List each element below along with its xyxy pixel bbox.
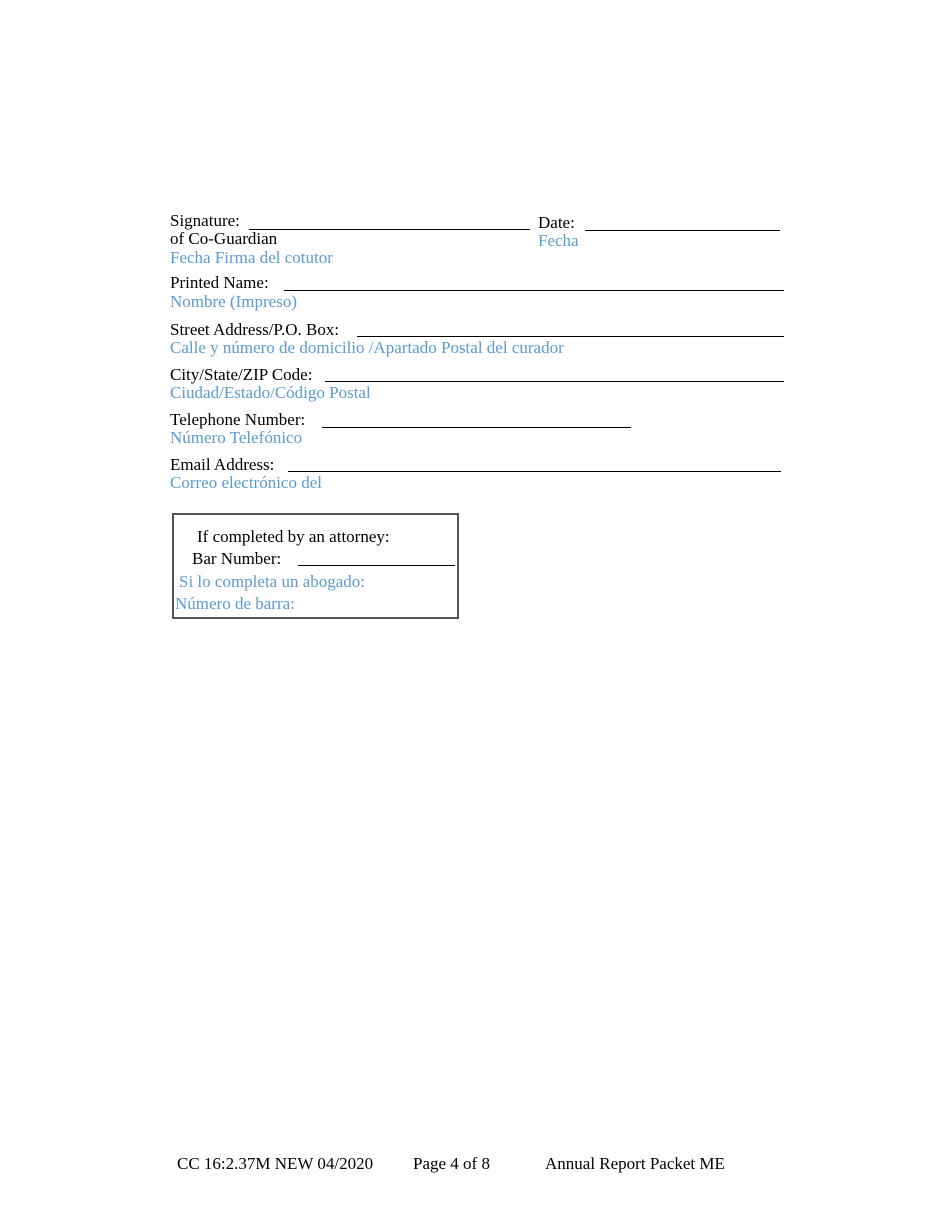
printed-name-label: Printed Name: (170, 273, 269, 292)
city-state-zip-translation: Ciudad/Estado/Código Postal (170, 383, 371, 402)
email-label: Email Address: (170, 455, 275, 474)
city-state-zip-field[interactable] (325, 381, 784, 382)
street-address-translation: Calle y número de domicilio /Apartado Postal del curador (170, 338, 564, 357)
date-field[interactable] (585, 230, 780, 231)
printed-name-translation: Nombre (Impreso) (170, 292, 297, 311)
bar-number-label: Bar Number: (192, 549, 282, 568)
attorney-heading: If completed by an attorney: (197, 527, 390, 546)
printed-name-field[interactable] (284, 290, 784, 291)
attorney-heading-es: Si lo completa un abogado: (179, 572, 366, 591)
telephone-field[interactable] (322, 427, 631, 428)
bar-number-field[interactable] (298, 565, 455, 566)
street-address-field[interactable] (357, 336, 784, 337)
signature-label-line2: of Co-Guardian (170, 229, 278, 248)
email-field[interactable] (288, 471, 781, 472)
email-translation: Correo electrónico del (170, 473, 322, 492)
signature-translation: Fecha Firma del cotutor (170, 248, 333, 267)
signature-label: Signature: (170, 211, 240, 230)
telephone-label: Telephone Number: (170, 410, 306, 429)
telephone-translation: Número Telefónico (170, 428, 303, 447)
street-address-label: Street Address/P.O. Box: (170, 320, 340, 339)
footer-form-id: CC 16:2.37M NEW 04/2020 (177, 1154, 374, 1173)
signature-field[interactable] (249, 229, 530, 230)
city-state-zip-label: City/State/ZIP Code: (170, 365, 313, 384)
footer-page-number: Page 4 of 8 (413, 1154, 490, 1173)
bar-number-label-es: Número de barra: (175, 594, 295, 613)
date-translation: Fecha (538, 231, 579, 250)
footer-title: Annual Report Packet ME (545, 1154, 725, 1173)
date-label: Date: (538, 213, 575, 232)
